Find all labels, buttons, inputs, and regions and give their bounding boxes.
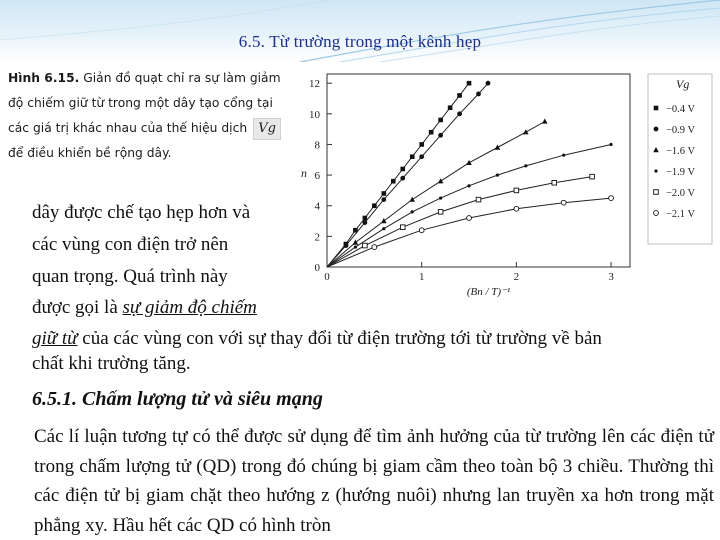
vg-symbol: Vg [253,118,281,140]
legend-marker [654,127,659,132]
series-line-3 [327,122,545,268]
data-point [457,111,462,116]
y-tick-label: 2 [314,231,320,244]
y-tick-label: 6 [314,170,320,183]
data-point [419,154,424,159]
figure-caption [8,66,290,166]
body-line-2: các vùng con điện trở nên [32,234,229,255]
y-tick-label: 10 [309,108,320,121]
data-point [354,245,357,248]
data-point [476,92,481,97]
data-point [381,197,386,202]
legend-marker [654,190,659,195]
banner-wave-decoration [0,0,720,62]
data-point [476,197,481,202]
y-axis-label: n [301,166,307,180]
data-point [466,160,472,165]
body-line-4-prefix: được gọi là [32,297,123,318]
series-line-1 [327,83,469,267]
legend-marker [654,106,659,111]
data-point [552,180,557,185]
x-axis-label: (Bn / T)⁻¹ [466,286,511,298]
data-point [524,164,527,167]
legend-label: −2.1 V [666,209,696,220]
data-point [496,173,499,176]
plot-frame [327,74,630,267]
data-point [542,118,548,123]
data-point [457,93,462,98]
slide-banner [0,0,720,62]
data-point [467,216,472,221]
legend-label: −0.4 V [666,104,696,115]
data-point [590,174,595,179]
legend-marker [654,211,659,216]
data-point [438,210,443,215]
body-line-6: chất khi trường tăng. [32,353,191,374]
data-point [562,154,565,157]
series-line-2 [327,83,488,267]
y-tick-label: 12 [309,78,320,91]
data-point [438,133,443,138]
x-tick-label: 3 [608,271,614,283]
body-line-5-rest: của các vùng con với sự thay đổi từ điện trường tới từ trường về bản [77,328,602,349]
data-point [409,197,415,202]
body-line-1: dây được chế tạo hẹp hơn và [32,202,251,223]
data-point [609,196,614,201]
data-point [400,167,405,172]
data-point [495,145,501,150]
data-point [382,191,387,196]
x-tick-label: 1 [418,271,425,283]
legend-label: −1.6 V [666,146,696,157]
caption-text-2: để điều khiển bề rộng dây. [8,146,172,160]
data-point [410,154,415,159]
data-point [344,243,349,248]
term-magnetic-depopulation-end: giữ từ [32,328,78,349]
caption-text-1: Giản đồ quạt chỉ ra sự làm giảm độ chiếm giữ từ trong một dây tạo cổng tại các giá trị khác nhau của thế hiệu dịch [8,71,281,135]
data-point [391,179,396,184]
x-tick-label: 2 [513,271,520,283]
x-tick-label: 0 [324,271,330,283]
y-tick-label: 4 [314,200,320,213]
data-point [411,210,414,213]
data-point [448,105,453,110]
data-point [382,227,385,230]
data-point [381,218,387,223]
y-tick-label: 8 [314,139,320,152]
data-point [419,142,424,147]
body-line-4 [32,295,257,321]
series-line-6 [327,198,611,267]
data-point [400,225,405,230]
data-point [438,118,443,123]
data-point [372,245,377,250]
data-point [438,178,444,183]
section-heading: 6.5.1. Chấm lượng tử và siêu mạng [32,388,323,410]
section-paragraph: Các lí luận tương tự có thể được sử dụng để tìm ảnh hưởng của từ trường lên các điện tử trong chấm lượng tử (QD) trong đó chúng bị giam cầm theo toàn bộ 3 chiều. Thường thì các điện tử bị giam chặt theo hướng z (hướng nuôi) nhưng lan truyền xa hơn trong mặt phẳng xy. Hầu hết các QD có hình tròn [34,426,714,536]
data-point [363,243,368,248]
data-point [362,220,367,225]
data-point [486,81,491,86]
data-point [609,143,612,146]
data-point [514,206,519,211]
data-point [400,176,405,181]
caption-label: Hình 6.15. [8,71,80,85]
data-point [467,81,472,86]
term-magnetic-depopulation: sự giảm độ chiếm [122,297,257,318]
data-point [523,129,529,134]
fan-diagram-chart [290,62,720,302]
body-line-3: quan trọng. Quá trình này [32,266,228,287]
data-point [429,130,434,135]
data-point [514,188,519,193]
data-point [561,200,566,205]
legend-label: −0.9 V [666,125,696,136]
slide-title: 6.5. Từ trường trong một kênh hẹp [238,32,482,51]
data-point [439,196,442,199]
data-point [467,184,470,187]
y-tick-label: 0 [314,262,320,274]
legend-title: Vg [676,77,690,91]
body-line-5 [32,326,712,352]
data-point [363,216,368,221]
data-point [419,228,424,233]
legend-label: −1.9 V [666,167,696,178]
data-point [353,239,359,244]
legend-marker [654,169,657,172]
fan-diagram-svg [290,62,720,302]
legend-label: −2.0 V [666,188,696,199]
data-point [372,203,377,208]
